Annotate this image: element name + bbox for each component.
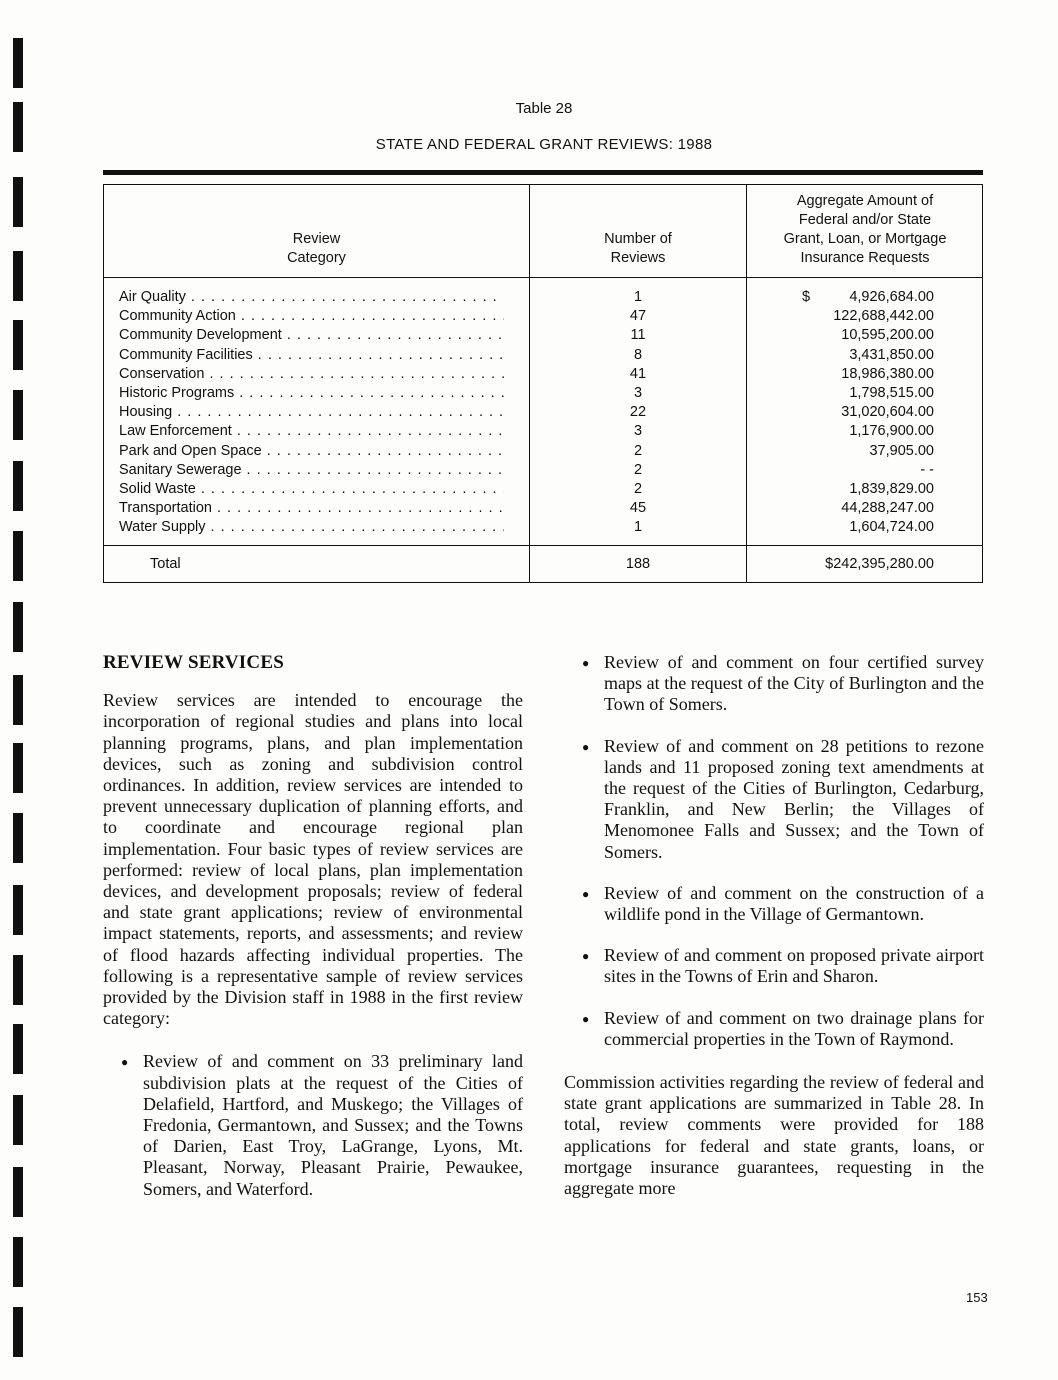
row-category: Community Development . . . bbox=[119, 326, 504, 345]
currency-symbol: $ bbox=[802, 289, 811, 305]
binding-mark bbox=[13, 390, 23, 440]
row-amount: 44,288,247.00 bbox=[841, 500, 934, 517]
header-category-line: Category bbox=[287, 250, 346, 266]
header-category bbox=[104, 230, 529, 268]
row-reviews: 47 bbox=[629, 308, 647, 325]
row-reviews: 41 bbox=[629, 365, 647, 382]
row-amount: 1,176,900.00 bbox=[849, 423, 934, 440]
page-number: 153 bbox=[966, 1290, 988, 1305]
row-amount: 37,905.00 bbox=[869, 442, 934, 459]
binding-mark bbox=[13, 177, 23, 227]
table-row bbox=[104, 499, 982, 518]
binding-mark bbox=[13, 813, 23, 863]
binding-mark bbox=[13, 743, 23, 793]
row-category: Sanitary Sewerage . . . bbox=[119, 461, 504, 480]
header-reviews bbox=[530, 230, 746, 268]
row-category: Transportation . . . bbox=[119, 499, 504, 518]
row-reviews: 2 bbox=[633, 442, 643, 459]
binding-mark bbox=[13, 1167, 23, 1217]
header-amount-line: Grant, Loan, or Mortgage bbox=[783, 231, 947, 247]
header-amount-line: Aggregate Amount of bbox=[796, 193, 934, 209]
row-category: Park and Open Space . . . bbox=[119, 442, 504, 461]
row-reviews: 3 bbox=[633, 423, 643, 440]
table-row bbox=[104, 422, 982, 441]
header-reviews-line: Number of bbox=[604, 231, 672, 247]
closing-paragraph: Commission activities regarding the review of federal and state grant applications are summarized in Table 28. In total, review comments were provided for 188 applications for federal and state grants, loans, or mortgage insurance guarantees, requesting in the aggregate more bbox=[564, 1072, 984, 1199]
header-amount-line: Federal and/or State bbox=[798, 212, 932, 228]
header-amount-line: Insurance Requests bbox=[800, 250, 930, 266]
table-row bbox=[104, 346, 982, 365]
table-row bbox=[104, 365, 982, 384]
binding-mark bbox=[13, 251, 23, 301]
header-reviews-line: Reviews bbox=[610, 250, 666, 266]
row-category: Water Supply . . . bbox=[119, 518, 504, 537]
binding-mark bbox=[13, 1307, 23, 1357]
row-category: Historic Programs . . . bbox=[119, 384, 504, 403]
row-category: Conservation . . . bbox=[119, 365, 504, 384]
row-category: Housing . . . bbox=[119, 403, 504, 422]
row-reviews: 8 bbox=[633, 346, 643, 363]
row-amount: 31,020,604.00 bbox=[841, 404, 934, 421]
right-bullet-list bbox=[564, 652, 984, 1050]
row-category: Law Enforcement . . . bbox=[119, 422, 504, 441]
bullet-item: ● Review of and comment on proposed private airport sites in the Towns of Erin and Sharon. bbox=[564, 945, 984, 987]
binding-mark bbox=[13, 38, 23, 88]
row-category: Solid Waste . . . bbox=[119, 480, 504, 499]
row-reviews: 3 bbox=[633, 384, 643, 401]
bullet-item: ● Review of and comment on the construction of a wildlife pond in the Village of Germantown. bbox=[564, 883, 984, 925]
header-category-line: Review bbox=[292, 231, 341, 247]
row-amount: 1,839,829.00 bbox=[849, 480, 934, 497]
binding-mark bbox=[13, 885, 23, 935]
grant-reviews-table bbox=[103, 184, 983, 583]
left-column bbox=[103, 652, 523, 1200]
row-amount: 4,926,684.00 bbox=[849, 289, 934, 305]
total-amount: $242,395,280.00 bbox=[825, 556, 934, 572]
left-bullet-list bbox=[103, 1051, 523, 1199]
row-amount: 1,604,724.00 bbox=[849, 519, 934, 536]
row-reviews: 45 bbox=[629, 500, 647, 517]
row-category: Community Facilities . . . bbox=[119, 346, 504, 365]
row-reviews: 11 bbox=[630, 327, 646, 344]
binding-mark bbox=[13, 602, 23, 652]
total-reviews: 188 bbox=[625, 556, 651, 572]
table-row bbox=[104, 307, 982, 326]
table-body bbox=[104, 288, 982, 537]
header-amount bbox=[747, 192, 983, 268]
table-title: STATE AND FEDERAL GRANT REVIEWS: 1988 bbox=[375, 136, 713, 153]
row-category: Air Quality . . . bbox=[119, 288, 504, 307]
binding-mark bbox=[13, 531, 23, 581]
right-column bbox=[564, 652, 984, 1199]
row-amount: 122,688,442.00 bbox=[833, 308, 934, 325]
table-row bbox=[104, 461, 982, 480]
total-label: Total bbox=[150, 556, 181, 572]
binding-mark bbox=[13, 675, 23, 725]
row-reviews: 2 bbox=[633, 480, 643, 497]
binding-mark bbox=[13, 320, 23, 370]
header-divider bbox=[104, 277, 982, 278]
bullet-item: ● Review of and comment on two drainage plans for commercial properties in the Town of Raymond. bbox=[564, 1008, 984, 1050]
binding-mark bbox=[13, 955, 23, 1005]
table-label: Table 28 bbox=[515, 100, 573, 117]
bullet-item: ● Review of and comment on 28 petitions to rezone lands and 11 proposed zoning text amendments at the request of the Cities of Burlington, Cedarburg, Franklin, and New Berlin; the Villages of Menomonee Falls and Sussex; and the Town of Somers. bbox=[564, 736, 984, 863]
binding-mark bbox=[13, 1024, 23, 1074]
table-row bbox=[104, 384, 982, 403]
row-reviews: 22 bbox=[629, 404, 647, 421]
intro-paragraph: Review services are intended to encourage the incorporation of regional studies and plans into local planning programs, plans, and plan implementation devices, such as zoning and subdivision control ordinances. In addition, review services are intended to prevent unnecessary duplication of planning efforts, and to coordinate and encourage regional plan implementation. Four basic types of review services are performed: review of local plans, plan implementation devices, and development proposals; review of federal and state grant applications; review of environmental impact statements, reports, and assessments; and review of flood hazards affecting individual properties. The following is a representative sample of review services provided by the Division staff in 1988 in the first review category: bbox=[103, 690, 523, 1029]
table-row bbox=[104, 480, 982, 499]
row-amount: - - bbox=[920, 461, 934, 478]
title-rule bbox=[103, 170, 983, 175]
row-amount: 3,431,850.00 bbox=[849, 346, 934, 363]
table-row bbox=[104, 518, 982, 537]
row-amount: 18,986,380.00 bbox=[841, 365, 934, 382]
row-reviews: 2 bbox=[633, 461, 643, 478]
binding-mark bbox=[13, 1237, 23, 1287]
table-row bbox=[104, 326, 982, 345]
row-category: Community Action . . . bbox=[119, 307, 504, 326]
binding-mark bbox=[13, 461, 23, 511]
table-row bbox=[104, 442, 982, 461]
row-reviews: 1 bbox=[633, 289, 643, 305]
row-amount: 10,595,200.00 bbox=[841, 327, 934, 344]
table-row bbox=[104, 288, 982, 307]
row-reviews: 1 bbox=[633, 519, 643, 536]
table-row bbox=[104, 403, 982, 422]
row-amount: 1,798,515.00 bbox=[849, 384, 934, 401]
bullet-item: ● Review of and comment on 33 preliminary land subdivision plats at the request of the Cities of Delafield, Hartford, and Muskego; the Villages of Fredonia, Germantown, and Sussex; and the Towns of Darien, East Troy, LaGrange, Lyons, Mt. Pleasant, Norway, Pleasant Prairie, Pewaukee, Somers, and Waterford. bbox=[103, 1051, 523, 1199]
total-divider bbox=[104, 545, 982, 546]
binding-mark bbox=[13, 1095, 23, 1145]
section-heading: REVIEW SERVICES bbox=[103, 652, 284, 673]
bullet-item: ● Review of and comment on four certified survey maps at the request of the City of Burlington and the Town of Somers. bbox=[564, 652, 984, 716]
